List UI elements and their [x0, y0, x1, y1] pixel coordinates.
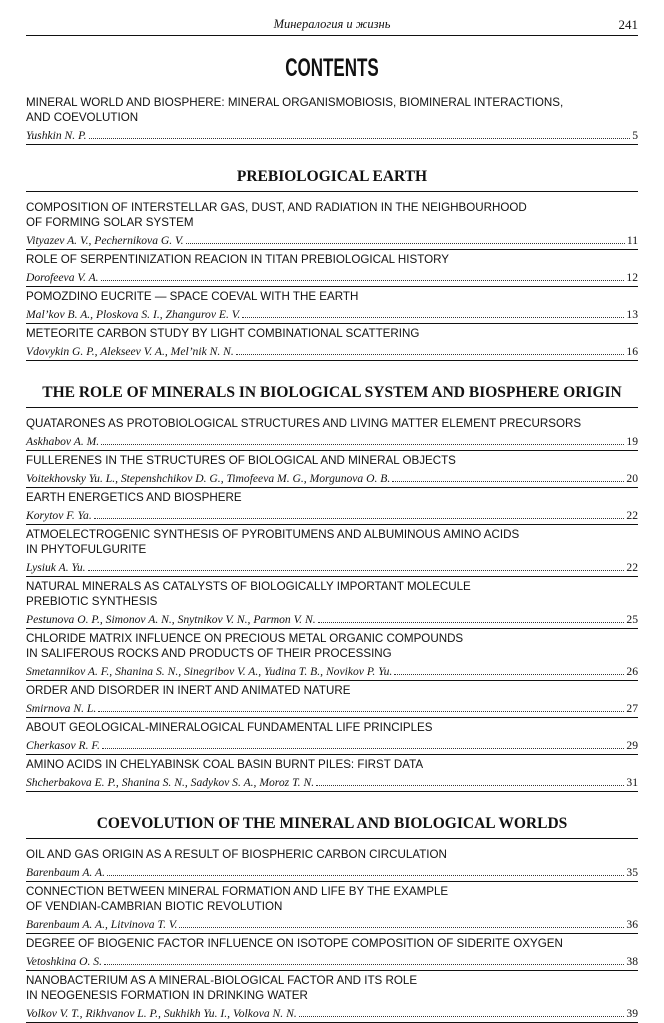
entry-title: METEORITE CARBON STUDY BY LIGHT COMBINATIONAL SCATTERING — [26, 327, 420, 340]
entry-title: ATMOELECTROGENIC SYNTHESIS OF PYROBITUMENS AND ALBUMINOUS AMINO ACIDS — [26, 528, 520, 541]
toc-entry — [26, 488, 638, 525]
toc-entry — [26, 250, 638, 287]
toc-entry — [26, 971, 638, 1023]
entry-title: IN PHYTOFULGURITE — [26, 543, 147, 556]
entry-authors: Vetoshkina O. S. — [26, 955, 102, 968]
entry-title: OF FORMING SOLAR SYSTEM — [26, 216, 194, 229]
dot-leader — [104, 951, 624, 965]
entry-page-number: 22 — [626, 509, 638, 522]
toc-entry — [26, 718, 638, 755]
entry-authors: Cherkasov R. F. — [26, 739, 100, 752]
dot-leader — [94, 505, 625, 519]
dot-leader — [98, 698, 624, 712]
entry-title: ABOUT GEOLOGICAL-MINERALOGICAL FUNDAMENTAL LIFE PRINCIPLES — [26, 721, 433, 734]
entry-page-number: 25 — [626, 613, 638, 626]
entry-title: CHLORIDE MATRIX INFLUENCE ON PRECIOUS METAL ORGANIC COMPOUNDS — [26, 632, 464, 645]
dot-leader — [179, 914, 624, 928]
entry-title: PREBIOTIC SYNTHESIS — [26, 595, 158, 608]
dot-leader — [316, 772, 624, 786]
entry-authors: Dorofeeva V. A. — [26, 271, 99, 284]
entry-authors: Smetannikov A. F., Shanina S. N., Sinegribov V. A., Yudina T. B., Novikov P. Yu. — [26, 665, 393, 678]
entry-page-number: 22 — [626, 561, 638, 574]
entry-title: OF VENDIAN-CAMBRIAN BIOTIC REVOLUTION — [26, 900, 283, 913]
entry-page-number: 38 — [626, 955, 638, 968]
entry-author-line — [26, 698, 638, 716]
toc-entry — [26, 324, 638, 361]
toc-entry — [26, 934, 638, 971]
entry-title: NANOBACTERIUM AS A MINERAL-BIOLOGICAL FACTOR AND ITS ROLE — [26, 974, 418, 987]
entry-authors: Smirnova N. L. — [26, 702, 97, 715]
entry-author-line — [26, 862, 638, 880]
page-number: 241 — [618, 17, 638, 32]
dot-leader — [394, 661, 624, 675]
dot-leader — [186, 230, 625, 244]
entry-page-number: 31 — [626, 776, 638, 789]
intro-entries — [26, 95, 638, 145]
entry-title: AND COEVOLUTION — [26, 111, 139, 124]
toc-section — [26, 168, 638, 361]
entry-author-line — [26, 468, 638, 486]
entry-title: IN SALIFEROUS ROCKS AND PRODUCTS OF THEIR PROCESSING — [26, 647, 392, 660]
toc-entry — [26, 198, 638, 250]
entry-authors: Pestunova O. P., Simonov A. N., Snytnikov V. N., Parmon V. N. — [26, 613, 316, 626]
entry-authors: Lysiuk A. Yu. — [26, 561, 86, 574]
entry-authors: Barenbaum A. A., Litvinova T. V. — [26, 918, 178, 931]
entry-page-number: 13 — [626, 308, 638, 321]
toc-entry — [26, 414, 638, 451]
toc-entry — [26, 287, 638, 324]
entry-title: CONNECTION BETWEEN MINERAL FORMATION AND LIFE BY THE EXAMPLE — [26, 885, 449, 898]
toc-entry — [26, 95, 638, 145]
entry-title: MINERAL WORLD AND BIOSPHERE: MINERAL ORGANISMOBIOSIS, BIOMINERAL INTERACTIONS, — [26, 96, 564, 109]
entry-authors: Askhabov A. M. — [26, 435, 100, 448]
toc-entry — [26, 525, 638, 577]
toc-entry — [26, 755, 638, 792]
entry-author-line — [26, 304, 638, 322]
entry-author-line — [26, 951, 638, 969]
toc-entry — [26, 845, 638, 882]
dot-leader — [299, 1003, 625, 1017]
entry-author-line — [26, 735, 638, 753]
entry-authors: Shcherbakova E. P., Shanina S. N., Sadykov S. A., Moroz T. N. — [26, 776, 315, 789]
entry-page-number: 26 — [626, 665, 638, 678]
entry-authors: Korytov F. Ya. — [26, 509, 92, 522]
entry-author-line — [26, 609, 638, 627]
dot-leader — [392, 468, 624, 482]
entry-author-line — [26, 125, 638, 143]
entry-authors: Voitekhovsky Yu. L., Stepenshchikov D. G., Timofeeva M. G., Morgunova O. B. — [26, 472, 391, 485]
section-heading: PREBIOLOGICAL EARTH — [26, 168, 638, 192]
contents-title: CONTENTS — [285, 54, 379, 82]
entry-page-number: 27 — [626, 702, 638, 715]
entry-title: IN NEOGENESIS FORMATION IN DRINKING WATER — [26, 989, 308, 1002]
entry-title: AMINO ACIDS IN CHELYABINSK COAL BASIN BURNT PILES: FIRST DATA — [26, 758, 424, 771]
toc-entry — [26, 629, 638, 681]
dot-leader — [236, 341, 625, 355]
entry-title: EARTH ENERGETICS AND BIOSPHERE — [26, 491, 242, 504]
entry-author-line — [26, 505, 638, 523]
toc-entry — [26, 882, 638, 934]
table-of-contents — [26, 95, 638, 1023]
entry-author-line — [26, 267, 638, 285]
dot-leader — [89, 125, 631, 139]
entry-page-number: 11 — [626, 234, 638, 247]
entry-author-line — [26, 341, 638, 359]
entry-title: POMOZDINO EUCRITE — SPACE COEVAL WITH THE EARTH — [26, 290, 359, 303]
entry-title: OIL AND GAS ORIGIN AS A RESULT OF BIOSPHERIC CARBON CIRCULATION — [26, 848, 447, 861]
dot-leader — [101, 431, 624, 445]
entry-authors: Barenbaum A. A. — [26, 866, 106, 879]
entry-page-number: 16 — [626, 345, 638, 358]
entry-author-line — [26, 661, 638, 679]
entry-author-line — [26, 914, 638, 932]
entry-title: DEGREE OF BIOGENIC FACTOR INFLUENCE ON ISOTOPE COMPOSITION OF SIDERITE OXYGEN — [26, 937, 563, 950]
running-header — [26, 15, 638, 36]
entry-page-number: 19 — [626, 435, 638, 448]
entry-page-number: 20 — [626, 472, 638, 485]
entry-author-line — [26, 1003, 638, 1021]
dot-leader — [318, 609, 625, 623]
entry-author-line — [26, 557, 638, 575]
entry-page-number: 5 — [632, 129, 638, 142]
entry-authors: Vdovykin G. P., Alekseev V. A., Mel’nik N. N. — [26, 345, 234, 358]
entry-page-number: 12 — [626, 271, 638, 284]
dot-leader — [88, 557, 625, 571]
entry-title: ORDER AND DISORDER IN INERT AND ANIMATED NATURE — [26, 684, 351, 697]
toc-entry — [26, 681, 638, 718]
dot-leader — [242, 304, 624, 318]
entry-page-number: 36 — [626, 918, 638, 931]
toc-section — [26, 815, 638, 1023]
toc-section — [26, 384, 638, 792]
entry-authors: Vityazev A. V., Pechernikova G. V. — [26, 234, 184, 247]
entry-author-line — [26, 772, 638, 790]
entry-page-number: 29 — [626, 739, 638, 752]
entry-title: QUATARONES AS PROTOBIOLOGICAL STRUCTURES AND LIVING MATTER ELEMENT PRECURSORS — [26, 417, 582, 430]
entry-title: FULLERENES IN THE STRUCTURES OF BIOLOGICAL AND MINERAL OBJECTS — [26, 454, 456, 467]
entry-authors: Yushkin N. P. — [26, 129, 87, 142]
entry-title: COMPOSITION OF INTERSTELLAR GAS, DUST, AND RADIATION IN THE NEIGHBOURHOOD — [26, 201, 527, 214]
toc-entry — [26, 451, 638, 488]
entry-author-line — [26, 230, 638, 248]
entry-author-line — [26, 431, 638, 449]
running-header-title: Минералогия и жизнь — [273, 17, 391, 31]
section-heading: THE ROLE OF MINERALS IN BIOLOGICAL SYSTEM AND BIOSPHERE ORIGIN — [26, 384, 638, 408]
entry-authors: Volkov V. T., Rikhvanov L. P., Sukhikh Yu. I., Volkova N. N. — [26, 1007, 297, 1020]
section-heading: COEVOLUTION OF THE MINERAL AND BIOLOGICAL WORLDS — [26, 815, 638, 839]
toc-entry — [26, 577, 638, 629]
dot-leader — [107, 862, 624, 876]
entry-page-number: 39 — [626, 1007, 638, 1020]
entry-authors: Mal’kov B. A., Ploskova S. I., Zhangurov E. V. — [26, 308, 241, 321]
entry-page-number: 35 — [626, 866, 638, 879]
dot-leader — [102, 735, 625, 749]
dot-leader — [101, 267, 625, 281]
entry-title: NATURAL MINERALS AS CATALYSTS OF BIOLOGICALLY IMPORTANT MOLECULE — [26, 580, 471, 593]
entry-title: ROLE OF SERPENTINIZATION REACION IN TITAN PREBIOLOGICAL HISTORY — [26, 253, 450, 266]
